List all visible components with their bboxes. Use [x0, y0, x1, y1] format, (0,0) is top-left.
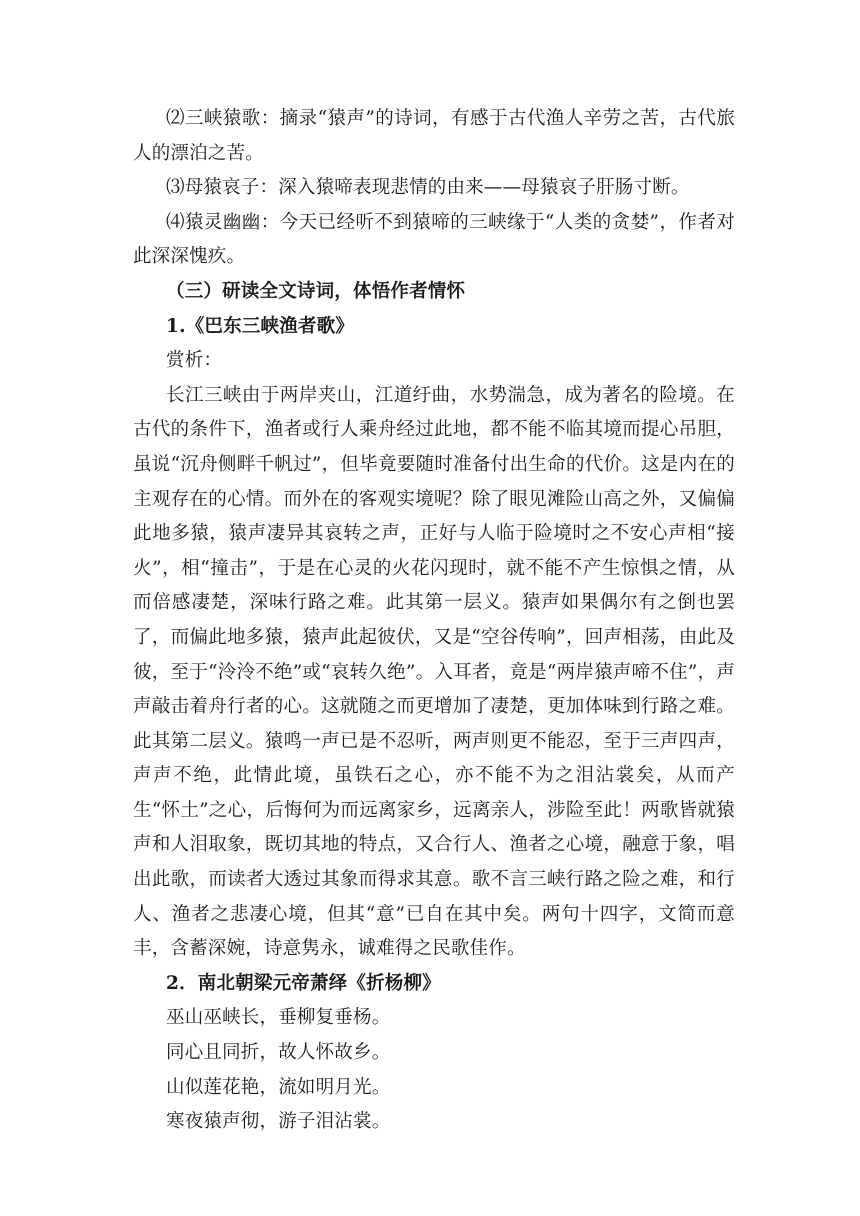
item-2-heading: 2．南北朝梁元帝萧绎《折杨柳》 — [166, 972, 441, 994]
list-item-2: ⑵三峡猿歌：摘录“猿声”的诗词，有感于古代渔人辛劳之苦，古代旅人的漂泊之苦。 — [133, 108, 735, 164]
poem-line-2: 同心且同折，故人怀故乡。 — [166, 1042, 391, 1064]
section-heading: （三）研读全文诗词，体悟作者情怀 — [166, 280, 466, 302]
list-item-4: ⑷猿灵幽幽：今天已经听不到猿啼的三峡缘于“人类的贪婪”，作者对此深深愧疚。 — [133, 211, 735, 268]
item-1-heading: 1.《巴东三峡渔者歌》 — [166, 315, 355, 337]
appreciation-paragraph: 长江三峡由于两岸夹山，江道纡曲，水势湍急，成为著名的险境。在古代的条件下，渔者或行人乘舟经过此地，都不能不临其境而提心吊胆，虽说“沉舟侧畔千帆过”，但毕竟要随时准备付出生命的代价。这是内在的主观存在的心情。而外在的客观实境呢？除了眼见滩险山高之外，又偏偏此地多猿，猿声凄异其哀转之声，正好与人临于险境时之不安心声相“接火”，相“撞击”，于是在心灵的火花闪现时，就不能不产生惊惧之情，从而倍感凄楚，深味行路之难。此其第一层义。猿声如果偶尔有之倒也罢了，而偏此地多猿，猿声此起彼伏，又是“空谷传响”，回声相荡，由此及彼，至于“泠泠不绝”或“哀转久绝”。入耳者，竟是“两岸猿声啼不住”，声声敲击着舟行者的心。这就随之而更增加了凄楚，更加体味到行路之难。此其第二层义。猿鸣一声已是不忍听，两声则更不能忍，至于三声四声，声声不绝，此情此境，虽铁石之心，亦不能不为之泪沾裳矣，从而产生“怀土”之心，后悔何为而远离家乡，远离亲人，涉险至此！两歌皆就猿声和人泪取象，既切其地的特点，又合行人、渔者之心境，融意于象，唱出此歌，而读者大透过其象而得求其意。歌不言三峡行路之险之难，和行人、渔者之悲凄心境，但其“意”已自在其中矣。两句十四字，文简而意丰，含蓄深婉，诗意隽永，诚难得之民歌佳作。 — [133, 384, 735, 960]
list-item-3: ⑶母猿哀子：深入猿啼表现悲情的由来——母猿哀子肝肠寸断。 — [166, 177, 690, 199]
poem-line-4: 寒夜猿声彻，游子泪沾裳。 — [166, 1111, 391, 1133]
poem-line-3: 山似莲花艳，流如明月光。 — [166, 1076, 391, 1098]
appreciation-label: 赏析： — [166, 350, 223, 372]
poem-line-1: 巫山巫峡长，垂柳复垂杨。 — [166, 1007, 391, 1029]
